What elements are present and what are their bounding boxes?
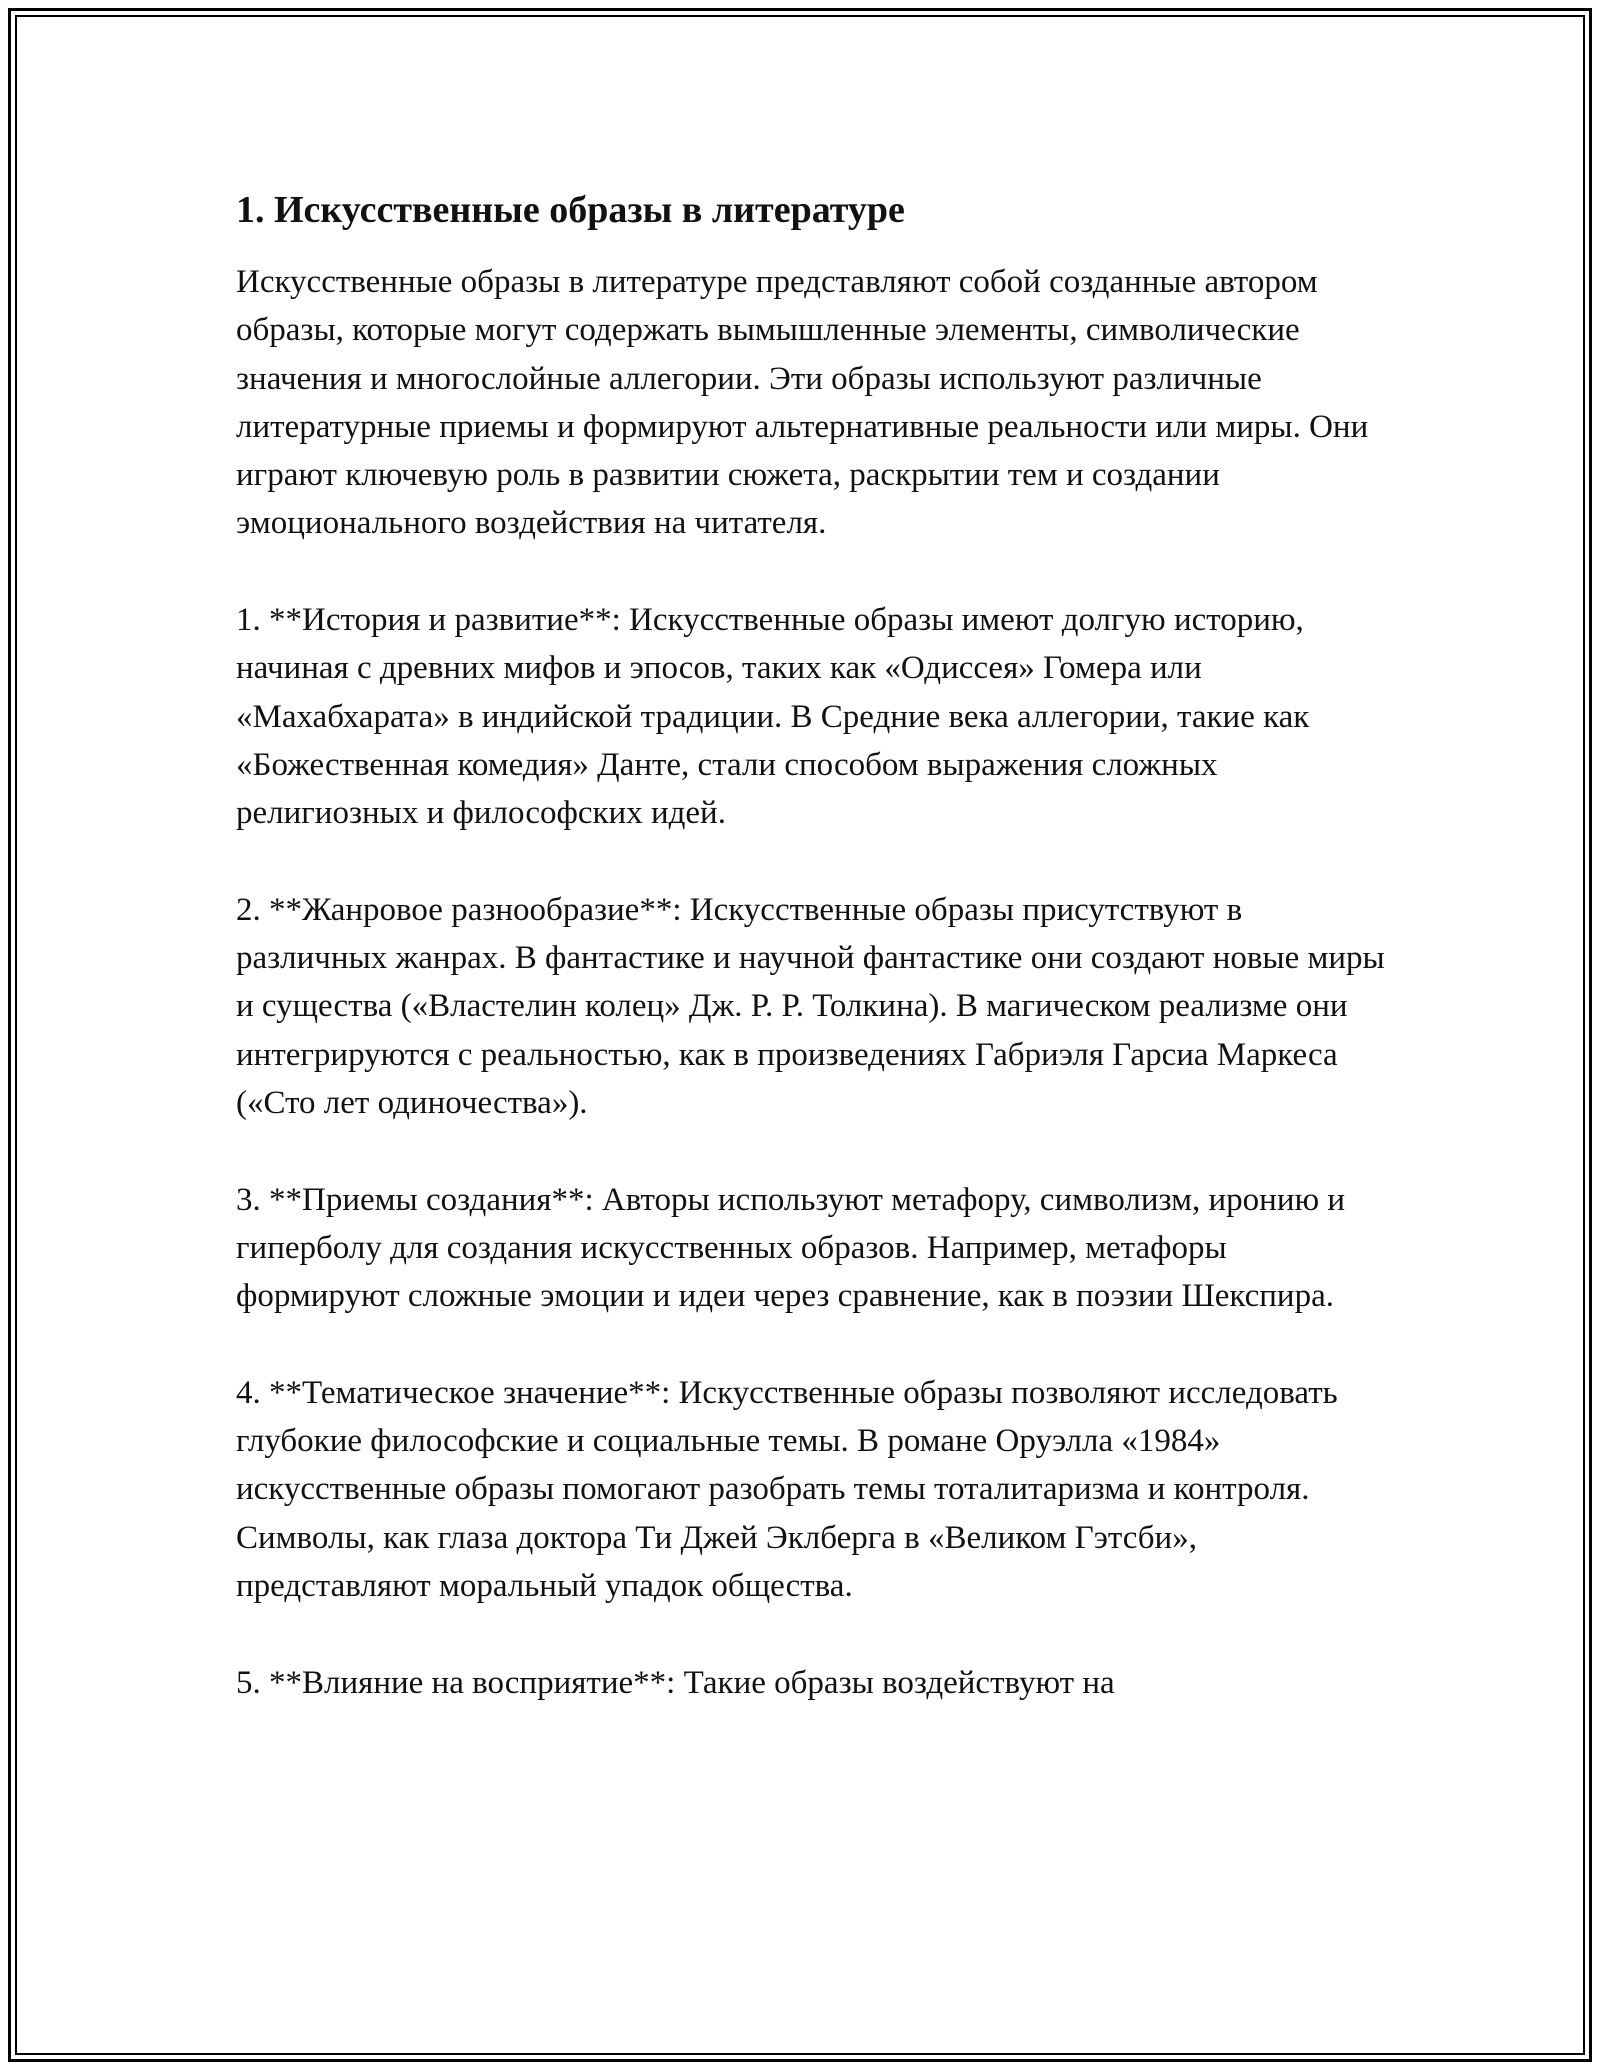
list-item-techniques: 3. **Приемы создания**: Авторы используют метафору, символизм, иронию и гиперболу для создания искусственных образов. Например, метафоры формируют сложные эмоции и идеи через сравнение, как в поэзии Шекспира. [236, 1181, 1346, 1315]
document-page [236, 186, 1396, 1707]
section-heading: 1. Искусственные образы в литературе [236, 189, 905, 231]
list-item-perception: 5. **Влияние на восприятие**: Такие образы воздействуют на [236, 1664, 1115, 1701]
list-item-genres: 2. **Жанровое разнообразие**: Искусственные образы присутствуют в различных жанрах. В фантастике и научной фантастике они создают новые миры и существа («Властелин колец» Дж. Р. Р. Толкина). В магическом реализме они интегрируются с реальностью, как в произведениях Габриэля Гарсиа Маркеса («Сто лет одиночества»). [236, 891, 1385, 1122]
list-item-history: 1. **История и развитие**: Искусственные образы имеют долгую историю, начиная с древних мифов и эпосов, таких как «Одиссея» Гомера или «Махабхарата» в индийской традиции. В Средние века аллегории, такие как «Божественная комедия» Данте, стали способом выражения сложных религиозных и философских идей. [236, 602, 1310, 832]
intro-paragraph: Искусственные образы в литературе представляют собой созданные автором образы, которые могут содержать вымышленные элементы, символические значения и многослойные аллегории. Эти образы используют различные литературные приемы и формируют альтернативные реальности или миры. Они играют ключевую роль в развитии сюжета, раскрытии тем и создании эмоционального воздействия на читателя. [236, 264, 1369, 542]
list-item-themes: 4. **Тематическое значение**: Искусственные образы позволяют исследовать глубокие философские и социальные темы. В романе Оруэлла «1984» искусственные образы помогают разобрать темы тоталитаризма и контроля. Символы, как глаза доктора Ти Джей Эклберга в «Великом Гэтсби», представляют моральный упадок общества. [236, 1374, 1338, 1605]
